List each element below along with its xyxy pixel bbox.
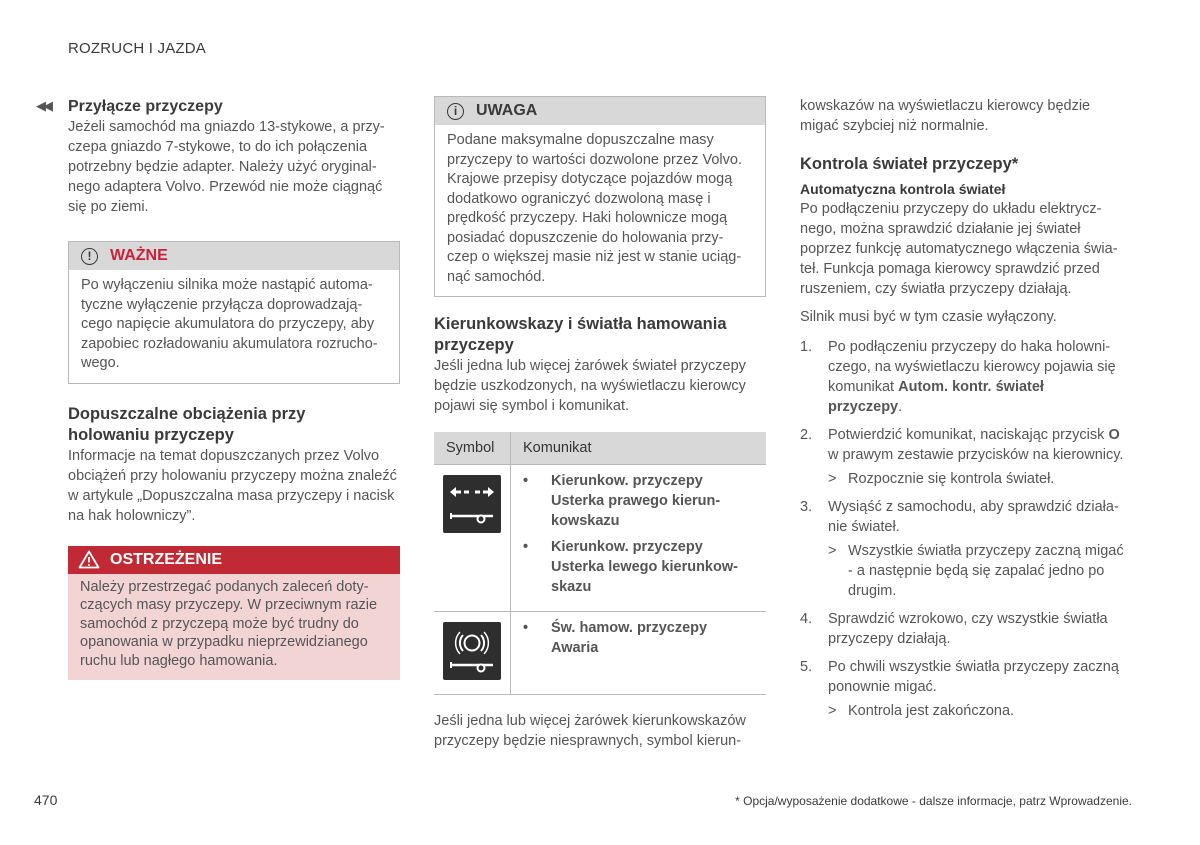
exclamation-icon: ! — [81, 248, 98, 265]
step-result: > Kontrola jest zakończona. — [828, 703, 1015, 719]
warning-box — [68, 546, 400, 681]
note-box — [434, 96, 766, 297]
note-text: Podane maksymalne dopuszczalne masy przyczepy to wartości dozwolone przez Volvo. Krajowe przepisy dotyczące pojazdów mogą dodatkowo ograniczyć dozwoloną masę i prędkość przyczepy. Haki holownicze mogą posiadać dopuszczenie do holowania przy- czep o większej masie niż jest w stanie uciąg- nąć samochód. — [447, 132, 742, 285]
trailer-indicator-symbol-icon — [443, 475, 501, 533]
important-box-header — [69, 242, 399, 270]
paragraph-engine-off: Silnik musi być w tym czasie wyłączony. — [800, 309, 1057, 325]
list-item: 5. Po chwili wszystkie światła przyczepy zaczną ponownie migać. — [800, 659, 1119, 695]
subheading-automatic-check: Automatyczna kontrola świateł — [800, 181, 1006, 197]
column-header-symbol: Symbol — [434, 432, 511, 465]
paragraph-indicators-end: Jeśli jedna lub więcej żarówek kierunkowskazów przyczepy będzie niesprawnych, symbol kierun- — [434, 713, 746, 749]
list-item: 3. Wysiąść z samochodu, aby sprawdzić działa- nie świateł. — [800, 499, 1119, 535]
list-item: 1. Po podłączeniu przyczepy do haka holowni- czego, na wyświetlaczu kierowcy pojawia się komunikat Autom. kontr. świateł przyczepy. — [800, 339, 1116, 415]
warning-box-header — [68, 546, 400, 574]
section-header: ROZRUCH I JAZDA — [68, 40, 206, 57]
back-arrow-icon[interactable]: ◀◀ — [36, 98, 50, 113]
table-row — [434, 612, 766, 695]
important-text: Po wyłączeniu silnika może nastąpić automa- tyczne wyłączenie przyłącza doprowadzają- cego napięcie akumulatora do przyczepy, aby zapobiec rozładowaniu akumulatora rozrucho- wego. — [81, 277, 378, 371]
step-result: > Wszystkie światła przyczepy zaczną migać - a następnie będą się zapalać jedno po drugim. — [828, 543, 1124, 599]
list-item: • Kierunkow. przyczepy Usterka lewego kierunkow- skazu — [523, 539, 738, 595]
paragraph-towing-loads: Informacje na temat dopuszczanych przez Volvo obciążeń przy holowaniu przyczepy można znaleźć w artykule „Dopuszczalna masa przyczepy i nacisk na hak holowniczy”. — [68, 447, 397, 524]
trailer-brake-light-symbol-icon — [443, 622, 501, 680]
paragraph-connector: Jeżeli samochód ma gniazdo 13-stykowe, a przy- czepa gniazdo 7-stykowe, to do ich połączenia potrzebny będzie adapter. Należy użyć oryginal- nego adaptera Volvo. Przewód nie może ciągnąć się po ziemi. — [68, 119, 385, 215]
step-result: > Rozpocznie się kontrola świateł. — [828, 471, 1055, 487]
column-1 — [68, 96, 400, 680]
warning-triangle-icon — [78, 550, 100, 569]
column-2 — [434, 96, 766, 751]
list-item: 4. Sprawdzić wzrokowo, czy wszystkie światła przyczepy działają. — [800, 611, 1108, 647]
paragraph-automatic-check: Po podłączeniu przyczepy do układu elektrycz- nego, można sprawdzić działanie jej świateł poprzez funkcję automatycznego włączenia świa- teł. Funkcja pomaga kierowcy sprawdzić przed ruszeniem, czy światła przyczepy działają. — [800, 201, 1118, 297]
important-title: WAŻNE — [110, 247, 168, 264]
paragraph-indicators: Jeśli jedna lub więcej żarówek świateł przyczepy będzie uszkodzonych, na wyświetlaczu kierowcy pojawi się symbol i komunikat. — [434, 358, 746, 414]
heading-trailer-connector: Przyłącze przyczepy — [68, 98, 223, 115]
warning-text: Należy przestrzegać podanych zaleceń doty- czących masy przyczepy. W przeciwnym razie samochód z przyczepą może być trudny do opanowania w przypadku nieprzewidzianego ruchu lub nagłego hamowania. — [80, 578, 378, 669]
symbol-message-table — [434, 432, 766, 695]
table-row — [434, 465, 766, 612]
column-3 — [800, 96, 1132, 721]
list-item: • Kierunkow. przyczepy Usterka prawego kierun- kowskazu — [523, 473, 721, 529]
heading-trailer-light-check: Kontrola świateł przyczepy* — [800, 155, 1019, 173]
column-header-message: Komunikat — [511, 432, 767, 465]
note-title: UWAGA — [476, 102, 538, 119]
info-icon: i — [447, 103, 464, 120]
paragraph-continued: kowskazów na wyświetlaczu kierowcy będzie migać szybciej niż normalnie. — [800, 98, 1091, 134]
warning-title: OSTRZEŻENIE — [110, 550, 223, 568]
heading-towing-loads: Dopuszczalne obciążenia przy holowaniu przyczepy — [68, 404, 306, 444]
important-box — [68, 241, 400, 384]
page-number: 470 — [34, 792, 58, 808]
heading-indicators-brake-lights: Kierunkowskazy i światła hamowania przyczepy — [434, 315, 727, 354]
note-box-header — [435, 97, 765, 125]
steps-list — [800, 337, 1132, 721]
footnote: * Opcja/wyposażenie dodatkowe - dalsze informacje, patrz Wprowadzenie. — [735, 794, 1132, 808]
list-item: 2. Potwierdzić komunikat, naciskając przycisk O w prawym zestawie przycisków na kierownicy. — [800, 427, 1124, 463]
list-item: • Św. hamow. przyczepy Awaria — [523, 620, 708, 656]
